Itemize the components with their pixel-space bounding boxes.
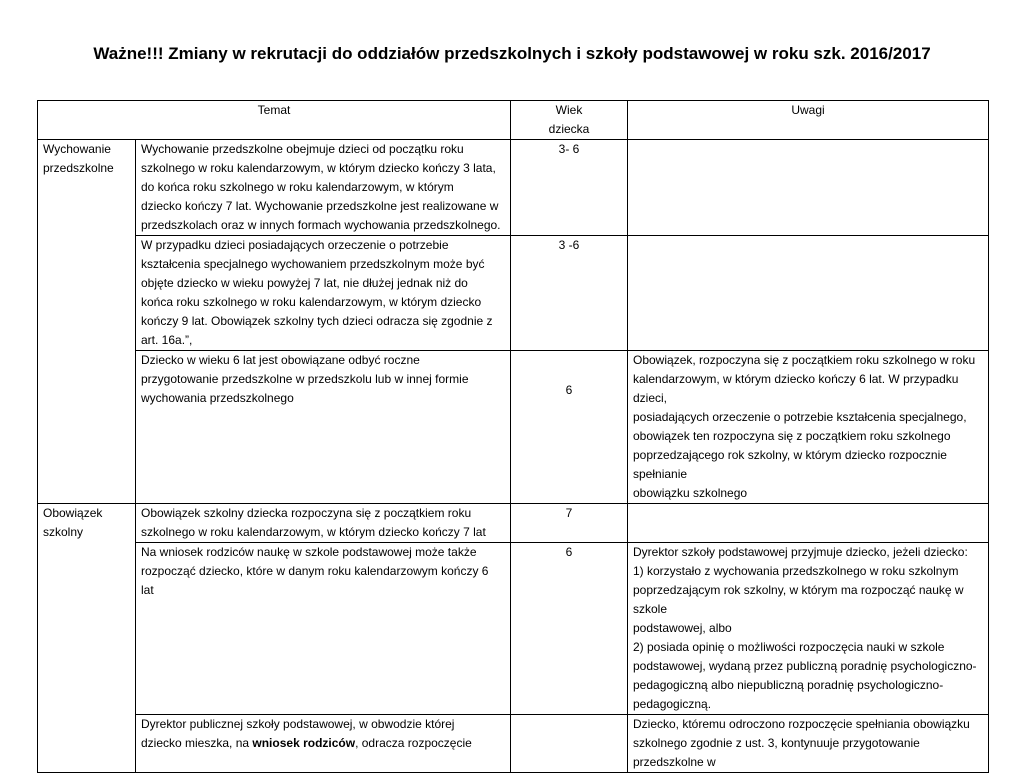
section-label-wychowanie: Wychowanie przedszkolne <box>38 140 136 504</box>
age-cell: 6 <box>511 543 628 715</box>
temat-cell: Dziecko w wieku 6 lat jest obowiązane odbyć roczne przygotowanie przedszkolne w przedszkolu lub w innej formie wychowania przedszkolnego <box>136 351 511 504</box>
uwagi-cell <box>628 504 989 543</box>
temat-cell: Obowiązek szkolny dziecka rozpoczyna się z początkiem roku szkolnego w roku kalendarzowym, w którym dziecko kończy 7 lat <box>136 504 511 543</box>
uwagi-cell <box>628 140 989 236</box>
temat-cell: Na wniosek rodziców naukę w szkole podstawowej może także rozpocząć dziecko, które w danym roku kalendarzowym kończy 6 lat <box>136 543 511 715</box>
temat-cell: Dyrektor publicznej szkoły podstawowej, w obwodzie której dziecko mieszka, na wniosek rodziców, odracza rozpoczęcie <box>136 715 511 773</box>
emphasis-text: wniosek rodziców <box>252 736 356 750</box>
table-row <box>38 351 989 504</box>
table-header-row <box>38 101 989 140</box>
age-cell: 7 <box>511 504 628 543</box>
table-row <box>38 543 989 715</box>
uwagi-cell: Dziecko, któremu odroczono rozpoczęcie spełniania obowiązku szkolnego zgodnie z ust. 3, kontynuuje przygotowanie przedszkolne w <box>628 715 989 773</box>
page-title: Ważne!!! Zmiany w rekrutacji do oddziałów przedszkolnych i szkoły podstawowej w roku szk. 2016/2017 <box>93 44 931 63</box>
uwagi-cell: Dyrektor szkoły podstawowej przyjmuje dziecko, jeżeli dziecko: 1) korzystało z wychowania przedszkolnego w roku szkolnym poprzedzającym rok szkolny, w którym ma rozpocząć naukę w szkole podstawowej, albo 2) posiada opinię o możliwości rozpoczęcia nauki w szkole podstawowej, wydaną przez publiczną poradnię psychologiczno- pedagogiczną albo niepubliczną poradnię psychologiczno- pedagogiczną. <box>628 543 989 715</box>
recruitment-table <box>37 100 989 773</box>
age-cell <box>511 715 628 773</box>
header-wiek: Wiek dziecka <box>511 101 628 140</box>
temat-cell: Wychowanie przedszkolne obejmuje dzieci od początku roku szkolnego w roku kalendarzowym, w którym dziecko kończy 3 lata, do końca roku szkolnego w roku kalendarzowym, w którym dziecko kończy 7 lat. Wychowanie przedszkolne jest realizowane w przedszkolach oraz w innych formach wychowania przedszkolnego. <box>136 140 511 236</box>
section-label-obowiazek: Obowiązek szkolny <box>38 504 136 773</box>
header-uwagi: Uwagi <box>628 101 989 140</box>
table-row <box>38 140 989 236</box>
temat-cell: W przypadku dzieci posiadających orzeczenie o potrzebie kształcenia specjalnego wychowaniem przedszkolnym może być objęte dziecko w wieku powyżej 7 lat, nie dłużej jednak niż do końca roku szkolnego w roku kalendarzowym, w którym dziecko kończy 9 lat. Obowiązek szkolny tych dzieci odracza się zgodnie z art. 16a.”, <box>136 236 511 351</box>
age-cell: 3- 6 <box>511 140 628 236</box>
age-cell: 3 -6 <box>511 236 628 351</box>
uwagi-cell: Obowiązek, rozpoczyna się z początkiem roku szkolnego w roku kalendarzowym, w którym dziecko kończy 6 lat. W przypadku dzieci, posiadających orzeczenie o potrzebie kształcenia specjalnego, obowiązek ten rozpoczyna się z początkiem roku szkolnego poprzedzającego rok szkolny, w którym dziecko rozpocznie spełnianie obowiązku szkolnego <box>628 351 989 504</box>
uwagi-cell <box>628 236 989 351</box>
table-row <box>38 504 989 543</box>
age-cell: 6 <box>511 351 628 504</box>
header-temat: Temat <box>38 101 511 140</box>
table-row <box>38 236 989 351</box>
table-row <box>38 715 989 773</box>
